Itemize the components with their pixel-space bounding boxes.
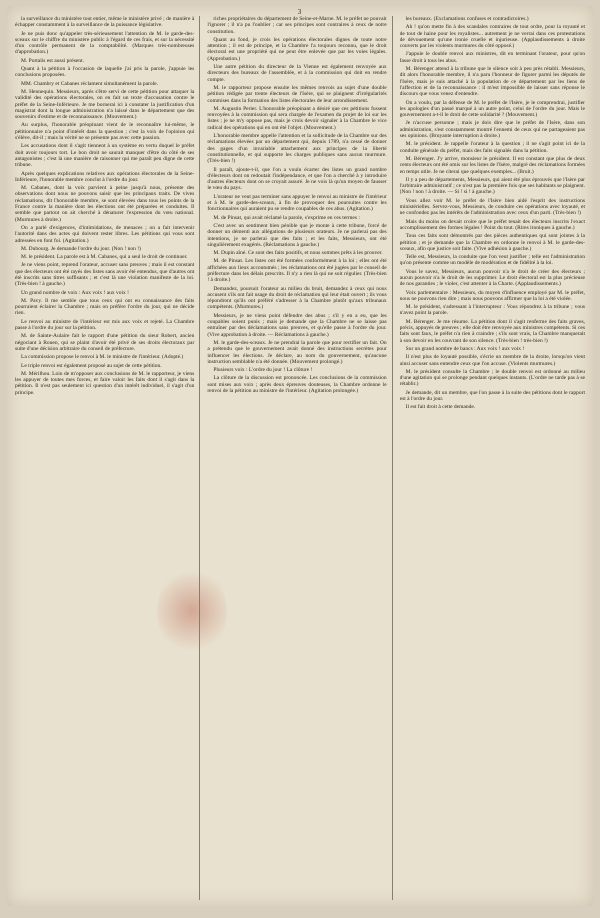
- paragraph: M. Cabanes, dont la voix parvient à peine jusqu'à nous, présente des observations dont nous ne pouvons saisir que les principaux traits. De vives réclamations, dit l'honorable membre, se sont élevées dans tous les points de la France contre la manière dont les élections ont été préparées et conduites. Il semble que partout on ait cherché à dénaturer l'expression du vœu national. (Murmures à droite.): [15, 185, 195, 223]
- paragraph: M. Dubourg. Je demande l'ordre du jour. (Non ! non !): [21, 245, 141, 252]
- paragraph: M. Portalis est aussi présent.: [21, 57, 84, 64]
- paragraph: Il paraît, ajoute-t-il, que l'on a voulu écarter des listes un grand nombre d'électeurs dont on redoutait l'indépendance, et que l'on a cherché à y introduire d'autres électeurs dont on se croyait assuré. Je ne vois là qu'un moyen de fausser le vœu du pays.: [207, 166, 387, 192]
- paragraph: L'orateur ne veut pas terminer sans appuyer le renvoi au ministre de l'intérieur et à M. le garde-des-sceaux, à fin de provoquer des poursuites contre les fonctionnaires qui auraient pu se rendre coupables de ces abus. (Agitation.): [207, 193, 387, 213]
- paragraph: Une autre pétition du directeur de la Vienne est également renvoyée aux directeurs des bureaux de l'assemblée, et à la commission qui doit en rendre compte.: [207, 64, 387, 83]
- paragraph: M. Augustin Perier. L'honorable préopinant a désiré que ces pétitions fussent renvoyées à la commission qui sera chargée de l'examen du projet de loi sur les listes ; je ne m'y oppose pas, mais je crois devoir signaler à la Chambre le vice radical des opérations qui en ont été l'objet. (Mouvement.): [207, 105, 387, 131]
- paragraph: Il n'est plus de loyauté possible, s'écrie un membre de la droite, lorsqu'on vient ainsi accuser sans entendre ceux que l'on accuse. (Violents murmures.): [399, 354, 585, 367]
- paragraph: Il y a peu de départements, Messieurs, qui aient été plus éprouvés que l'Isère par l'arbitraire administratif ; ce n'est pas la première fois que ses habitants se plaignent. (Non ! non ! à droite. — Si ! si ! à gauche.): [399, 176, 585, 196]
- text-columns: [15, 16, 585, 900]
- paragraph: Je ne viens point, reprend l'orateur, accuser sans preuves ; mais il est constant que des électeurs ont été rayés des listes sans avoir été entendus, que d'autres ont été inscrits sans titres suffisants ; et c'est là une violation manifeste de la loi. (Très-bien ! à gauche.): [15, 262, 195, 288]
- newspaper-page: [7, 6, 593, 906]
- paragraph: M. Dupin aîné. Ce sont des faits positifs, et nous sommes prêts à les prouver.: [213, 250, 383, 257]
- paragraph: Messieurs, je ne viens point défendre des abus ; s'il y en a eu, que les coupables soient punis ; mais je demande que la Chambre ne se laisse pas entraîner par des déclamations sans preuves, et qu'elle passe à l'ordre du jour. (Vive approbation à droite. — Réclamations à gauche.): [207, 312, 387, 338]
- paragraph: M. Bérenger. Je me résume. La pétition dont il s'agit renferme des faits graves, précis, appuyés de preuves ; elle doit être renvoyée aux ministres compétents. Si ces faits sont faux, le préfet n'a rien à craindre ; s'ils sont vrais, la Chambre manquerait à son devoir en les couvrant de son silence. (Très-bien ! très-bien !): [399, 318, 585, 344]
- paragraph: Un grand nombre de voix : Aux voix ! aux voix !: [21, 289, 129, 296]
- paragraph: MM. Chambry et Cabanes réclament simultanément la parole.: [21, 80, 159, 87]
- paragraph: M. le rapporteur propose ensuite les mêmes renvois au sujet d'une double pétition rédigée par trente électeurs de l'Isère, qui se plaignent d'irrégularités commises dans la formation des listes électorales de leur arrondissement.: [207, 84, 387, 104]
- paragraph: Au surplus, l'honorable préopinant vient de le reconnaître lui-même, le pétitionnaire n'a point d'intérêt dans la question ; c'est la voix de l'opinion qui s'élève, dit-il ; mais la vérité ne se présente pas avec cette passion.: [15, 122, 195, 142]
- paragraph: M. le président, s'adressant à l'interrupteur : Vous répondrez à la tribune ; vous n'avez point la parole.: [399, 304, 585, 317]
- paragraph: La commission propose le renvoi à M. le ministre de l'intérieur. (Adopté.): [21, 354, 184, 361]
- paragraph: Sur un grand nombre de bancs : Aux voix ! aux voix !: [405, 345, 525, 352]
- paragraph: Demandez, poursuit l'orateur au milieu du bruit, demandez à ceux qui nous accusent s'ils ont fait usage du droit de réclamation qui leur était ouvert ; ils vous répondront qu'ils ont préféré s'adresser à la Chambre plutôt qu'aux tribunaux compétents. (Murmures.): [207, 285, 387, 311]
- column-left: [15, 16, 200, 900]
- paragraph: Les accusations dont il s'agit tiennent à un système en vertu duquel le préfet doit avoir toujours tort. Le bon droit ne saurait manquer d'être du côté de ses antagonistes ; c'est là une manière de raisonner qui me paraît peu digne de cette tribune.: [15, 143, 195, 169]
- paragraph: M. de Sainte-Aulaire fait le rapport d'une pétition du sieur Robert, ancien négociant à Rouen, qui se plaint d'avoir été privé de ses droits électoraux par suite d'une décision arbitraire du conseil de préfecture.: [15, 333, 195, 352]
- paragraph: Quant au fond, je crois les opérations électorales dignes de toute notre attention ; il est de principe, et la Chambre l'a toujours reconnu, que le droit électoral est une propriété qui ne peut être enlevée que par les voies légales. (Approbation.): [207, 36, 387, 62]
- paragraph: Le triple renvoi est également proposé au sujet de cette pétition.: [21, 362, 162, 369]
- paragraph: M. de Pinsat. Les listes ont été formées conformément à la loi ; elles ont été affichées aux lieux accoutumés ; les réclamations ont été jugées par le conseil de préfecture dans les délais prescrits. Il n'y a rien là qui ne soit régulier. (Très-bien ! à droite.): [207, 258, 387, 284]
- paragraph: On a voulu, par la défense de M. le préfet de l'Isère, je le comprendrai, justifier les apologies d'un passé marqué à un autre point, celui de l'ordre du jour. Mais le gouvernement a-t-il le droit de cette solidarité ? (Mouvement.): [399, 99, 585, 119]
- page-number: 3: [297, 8, 303, 16]
- paragraph: Ah ! qu'on mette fin à des scandales contraires de tout ordre, pour la royauté et de tout de haine pour les royalistes... autrement je ne verrai dans ces protestations de dévouement qu'une ironie cruelle et injurieuse. (Applaudissements à droite couverts par les violents murmures du côté opposé.): [399, 24, 585, 50]
- paragraph: Je ne puis donc qu'appeler très-sérieusement l'attention de M. le garde-des-sceaux sur le chiffre du ministère public à l'égard de ces frais, et sur la nécessité d'un contrôle permanent de la comptabilité. (Marques très-nombreuses d'approbation.): [15, 30, 195, 56]
- paragraph: M. Bérenger attend à la tribune que le silence soit à peu près rétabli. Messieurs, dit alors l'honorable membre, il n'a paru l'honneur de figurer parmi les députés de l'Isère, mais je suis attaché à la population de ce département par les liens de l'affection et de la reconnaissance : il m'est impossible de laisser sans réponse le discours que vous venez d'entendre.: [399, 66, 585, 98]
- paragraph: Voix parlementaire : Messieurs, du moyen d'influence employé par M. le préfet, nous ne pouvons rien dire ; mais nous pouvons affirmer que la loi a été violée.: [399, 289, 585, 302]
- paragraph: Je demande, dit un membre, que l'on passe à la suite des pétitions dont le rapport est à l'ordre du jour.: [399, 389, 585, 403]
- paragraph: Plusieurs voix : L'ordre du jour ! La clôture !: [213, 367, 313, 374]
- paragraph: M. Pavy. Il me semble que tous ceux qui ont eu connaissance des faits pourraient éclairer la Chambre ; mais on préfère l'ordre du jour, qui ne décide rien.: [15, 297, 195, 317]
- paragraph: M. Hennequin. Messieurs, après s'être servi de cette pétition pour attaquer la validité des opérations électorales, on en fait un texte d'accusation contre le préfet de la Seine-Inférieure. Je me bornerai ici à constater la justification d'un magistrat dont la longue administration n'a laissé dans le département que des souvenirs d'estime et de reconnaissance. (Mouvement.): [15, 88, 195, 121]
- paragraph: Vous le savez, Messieurs, aucun pouvoir n'a le droit de créer des électeurs ; aucun pouvoir n'a le droit de les supprimer. Le droit électoral est la plus précieuse de nos garanties ; le violer, c'est attenter à la Charte. (Applaudissements.): [399, 268, 585, 288]
- paragraph: On a parlé d'exigences, d'intimidations, de menaces ; on a fait intervenir l'autorité dans des actes qui doivent rester libres. Les pétitions qui vous sont adressées en font foi. (Agitation.): [15, 224, 195, 244]
- paragraph: riches propriétaires du département de Seine-et-Marne. M. le préfet ne pouvait l'ignorer ; il n'a pu l'oublier ; car ses principes sont contraires à ceux de notre constitution.: [207, 16, 387, 35]
- column-middle: [207, 16, 392, 900]
- paragraph: M. Mérilhou. Loin de m'opposer aux conclusions de M. le rapporteur, je viens les appuyer de toutes mes forces, et faire valoir les faits dont il s'agit dans la pétition. Il n'est pas seulement ici question d'un intérêt individuel, il s'agit d'un principe.: [15, 370, 195, 396]
- paragraph: Telle est, Messieurs, la conduite que l'on veut justifier ; telle est l'administration qu'on présente comme un modèle de modération et de fidélité à la loi.: [399, 254, 585, 267]
- paragraph: la surveillance du ministère tout entier, même le ministère privé ; de manière à échapper constamment à la surveillance de la puissance législative.: [15, 16, 195, 29]
- paragraph: Quant à la pétition à l'occasion de laquelle j'ai pris la parole, j'appuie les conclusions proposées.: [15, 66, 195, 79]
- paragraph: L'honorable membre appelle l'attention et la sollicitude de la Chambre sur des réclamations élevées par un département qui, depuis 1789, n'a cessé de donner des gages d'un invariable attachement aux principes de la liberté constitutionnelle, et qui supporte les charges publiques sans aucun murmure. (Très-bien !): [207, 133, 387, 165]
- paragraph: Après quelques explications relatives aux opérations électorales de la Seine-Inférieure, l'honorable membre conclut à l'ordre du jour.: [15, 170, 195, 183]
- paragraph: Je n'accuse personne ; mais je dois dire que le préfet de l'Isère, dans son administration, s'est constamment montré l'ennemi de ceux qui ne partageaient pas ses opinions. (Bruyante interruption à droite.): [399, 120, 585, 140]
- paragraph: Tous ces faits sont démontrés par des pièces authentiques qui sont jointes à la pétition ; et je demande que la Chambre en ordonne le renvoi à M. le garde-des-sceaux, afin que justice soit faite. (Vive adhésion à gauche.): [399, 233, 585, 252]
- paragraph: J'appuie le double renvoi aux ministres, dit en terminant l'orateur, pour qu'on fasse droit à tous les abus.: [399, 51, 585, 64]
- paragraph: Mais du moins on devait croire que le préfet tenait des électeurs inscrits l'exact accomplissement des formes légales ! Point du tout. (Rires ironiques à gauche.): [399, 218, 585, 231]
- paragraph: M. de Pinsat, qui avait réclamé la parole, s'exprime en ces termes :: [213, 214, 360, 221]
- column-right: [400, 16, 585, 900]
- paragraph: C'est avec un sentiment bien pénible que je monte à cette tribune, forcé de donner un démenti aux allégations de plusieurs orateurs. Je ne parlerai pas des intentions, je ne parlerai que des faits ; et les faits, Messieurs, ont été singulièrement exagérés. (Réclamations à gauche.): [207, 222, 387, 248]
- paragraph: Il est fait droit à cette demande.: [405, 404, 476, 411]
- paragraph: M. le garde-des-sceaux. Je ne prendrai la parole que pour rectifier un fait. On a prétendu que le gouvernement avait donné des instructions secrètes pour influencer les élections. Je déclare, au nom du gouvernement, qu'aucune instruction semblable n'a été donnée. (Mouvement prolongé.): [207, 339, 387, 365]
- paragraph: M. le président consulte la Chambre ; le double renvoi est ordonné au milieu d'une agitation qui se prolonge pendant quelques instants. (L'ordre ne tarde pas à se rétablir.): [399, 368, 585, 388]
- paragraph: M. le président. Je rappelle l'orateur à la question ; il ne s'agit point ici de la conduite générale du préfet, mais des faits signalés dans la pétition.: [399, 141, 585, 154]
- paragraph: les bureaux. (Exclamations confuses et contradictoires.): [405, 16, 529, 22]
- paragraph: M. le président. La parole est à M. Cabanes, qui a seul le droit de continuer.: [21, 254, 188, 261]
- paragraph: Le renvoi au ministre de l'intérieur est mis aux voix et rejeté. La Chambre passe à l'ordre du jour sur la pétition.: [15, 318, 195, 332]
- paragraph: M. Bérenger. J'y arrive, monsieur le président. Il est constant que plus de deux cents électeurs ont été omis sur les listes de l'Isère, malgré des réclamations formées en temps utile. Je ne citerai que quelques exemples... (Bruit.): [399, 155, 585, 175]
- paragraph: La clôture de la discussion est prononcée. Les conclusions de la commission sont mises aux voix ; après deux épreuves douteuses, la Chambre ordonne le renvoi de la pétition au ministre de l'intérieur. (Agitation prolongée.): [207, 375, 387, 395]
- paragraph: Vous allez voir M. le préfet de l'Isère bien aidé l'esprit des instructions ministérielles. Servez-vous, Messieurs, de conduire ces opérations avec loyauté, et ne confondez pas les intérêts de l'administration avec ceux d'un parti. (Très-bien !): [399, 197, 585, 217]
